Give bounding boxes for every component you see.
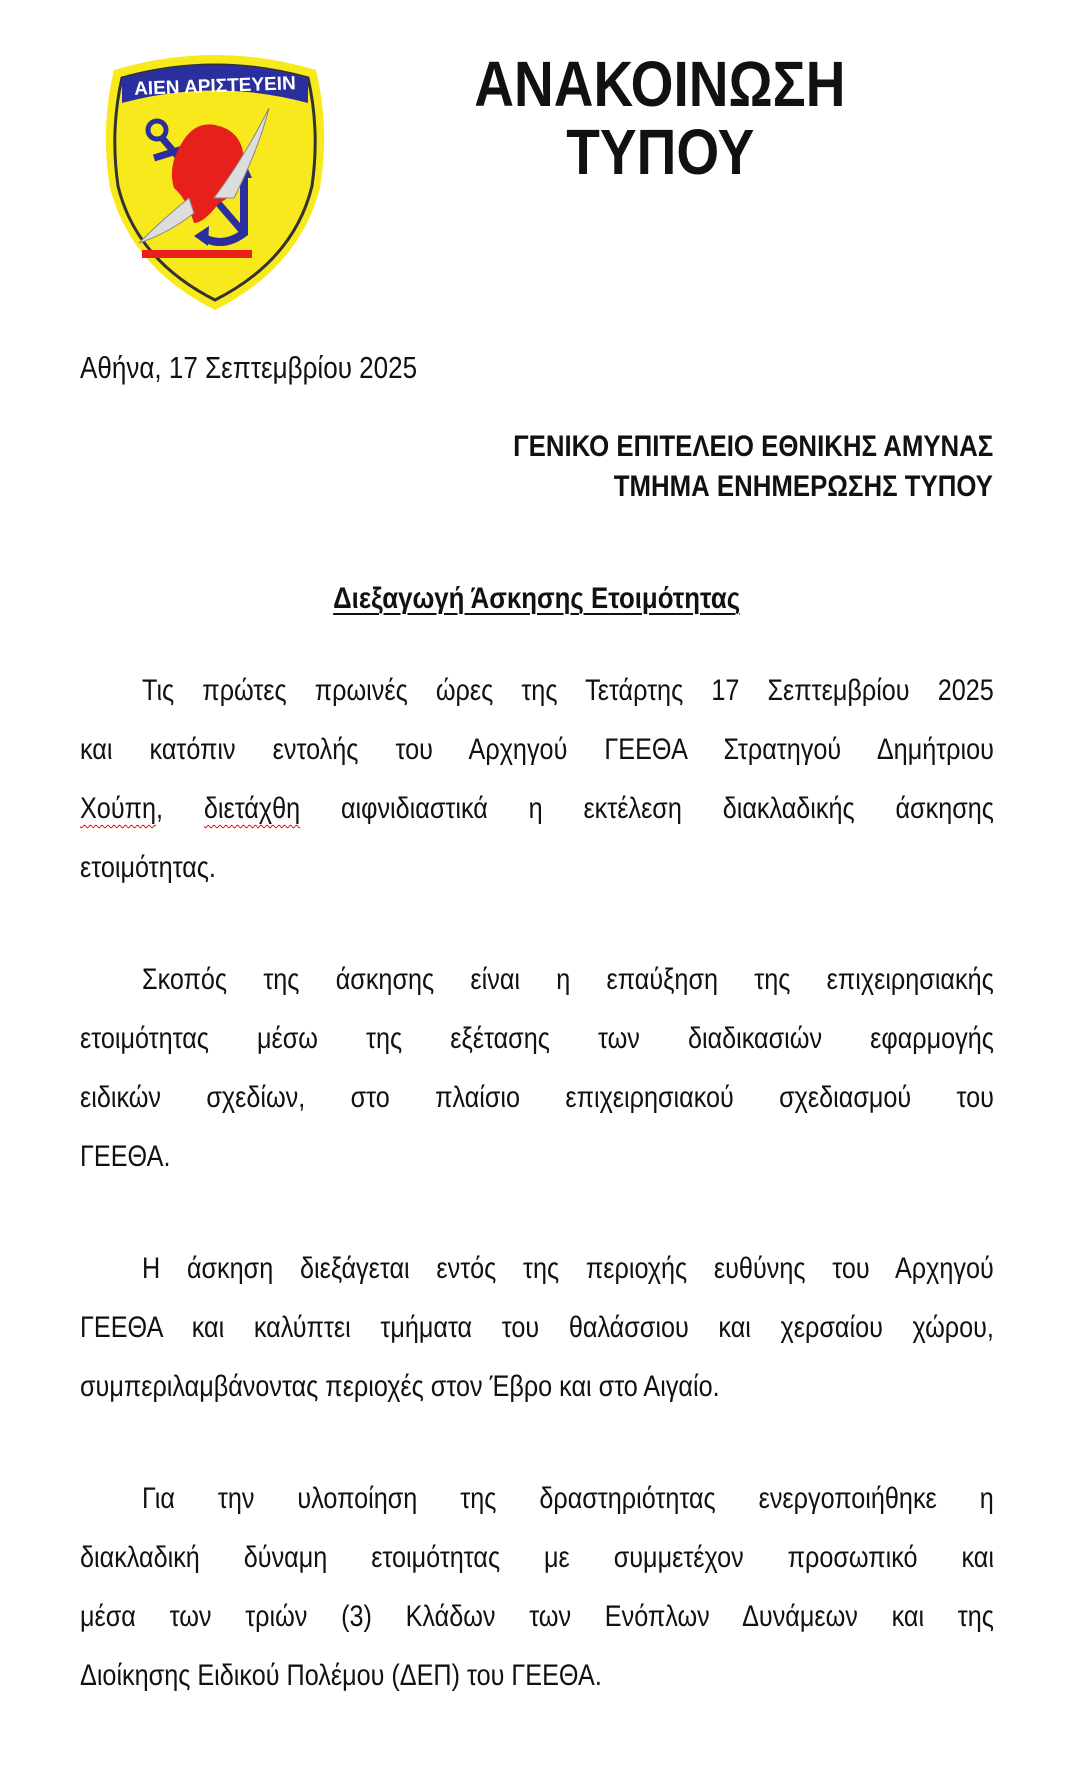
date-location: Αθήνα, 17 Σεπτεμβρίου 2025 — [80, 350, 418, 385]
text-line: και κατόπιν εντολής του Αρχηγού ΓΕΕΘΑ Στρατηγού Δημήτριου — [80, 733, 994, 766]
misspelled-word[interactable]: διετάχθη — [203, 792, 301, 825]
paragraph-1 — [80, 661, 994, 897]
text-line: Τις πρώτες πρωινές ώρες της Τετάρτης 17 Σεπτεμβρίου 2025 — [142, 674, 994, 707]
text-line: Για την υλοποίηση της δραστηριότητας ενεργοποιήθηκε η — [142, 1482, 994, 1515]
text-line: ΓΕΕΘΑ και καλύπτει τμήματα του θαλάσσιου και χερσαίου χώρου, — [80, 1311, 994, 1344]
text-line: ετοιμότητας. — [80, 851, 216, 884]
text-line: μέσα των τριών (3) Κλάδων των Ενόπλων Δυνάμεων και της — [80, 1600, 994, 1633]
text-line: Διοίκησης Ειδικού Πολέμου (ΔΕΠ) του ΓΕΕΘΑ. — [80, 1659, 602, 1692]
text-line: διακλαδική δύναμη ετοιμότητας με συμμετέχον προσωπικό και — [80, 1541, 994, 1574]
text-line: Σκοπός της άσκησης είναι η επαύξηση της επιχειρησιακής — [142, 963, 994, 996]
svg-text:ΑΙΕΝ ΑΡΙΣΤΕΥΕΙΝ: ΑΙΕΝ ΑΡΙΣΤΕΥΕΙΝ — [133, 73, 297, 100]
text-line: ΓΕΕΘΑ. — [80, 1140, 171, 1173]
text-line: συμπεριλαμβάνοντας περιοχές στον Έβρο και στο Αιγαίο. — [80, 1370, 720, 1403]
subject-heading: Διεξαγωγή Άσκησης Ετοιμότητας — [333, 582, 741, 615]
misspelled-word[interactable]: Χούπη — [80, 792, 157, 825]
text-line: ετοιμότητας μέσω της εξέτασης των διαδικασιών εφαρμογής — [80, 1022, 994, 1055]
document-title-line1: ΑΝΑΚΟΙΝΩΣΗ — [474, 48, 846, 120]
paragraph-3 — [80, 1239, 994, 1416]
text-line: ειδικών σχεδίων, στο πλαίσιο επιχειρησιακού σχεδιασμού του — [80, 1081, 994, 1114]
text-line: Η άσκηση διεξάγεται εντός της περιοχής ευθύνης του Αρχηγού — [142, 1252, 994, 1285]
department-name: ΤΜΗΜΑ ΕΝΗΜΕΡΩΣΗΣ ΤΥΠΟΥ — [613, 470, 993, 503]
organization-name: ΓΕΝΙΚΟ ΕΠΙΤΕΛΕΙΟ ΕΘΝΙΚΗΣ ΑΜΥΝΑΣ — [512, 430, 993, 463]
document-title-line2: ΤΥΠΟΥ — [565, 116, 755, 188]
paragraph-4 — [80, 1469, 994, 1705]
text-line: Χούπη, διετάχθη αιφνιδιαστικά η εκτέλεση διακλαδικής άσκησης — [80, 792, 994, 825]
paragraph-2 — [80, 950, 994, 1186]
